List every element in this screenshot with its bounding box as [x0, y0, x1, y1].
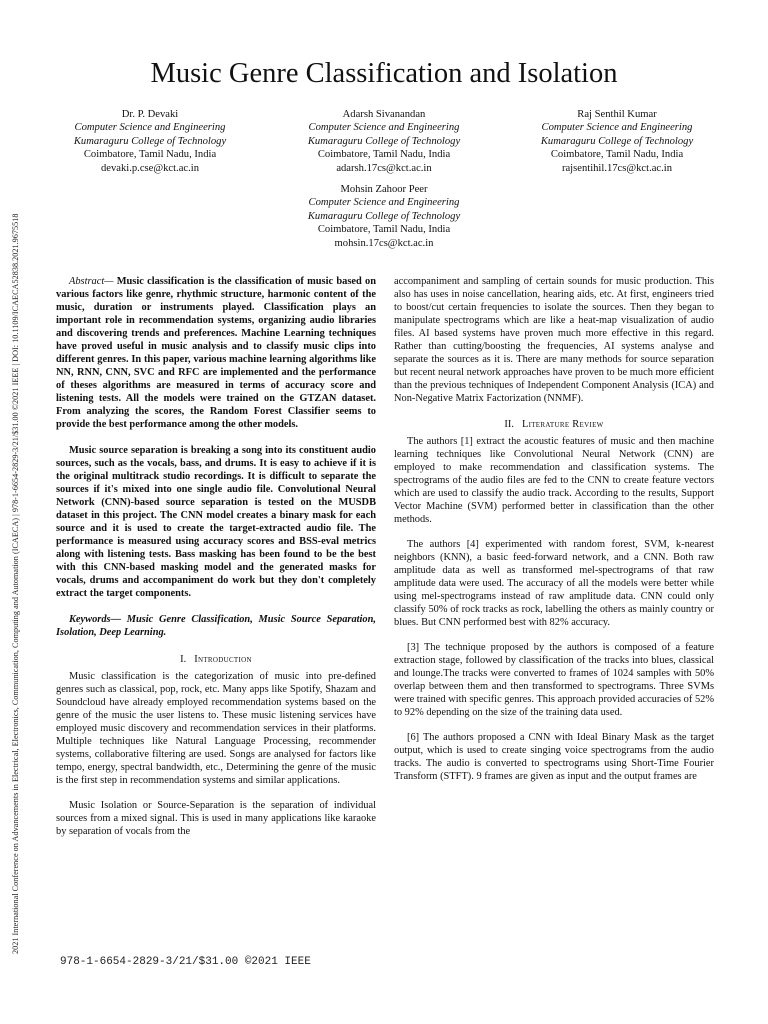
- abstract-label: Abstract—: [69, 276, 114, 287]
- author-block: [40, 108, 260, 175]
- keywords-label: Keywords—: [69, 614, 121, 625]
- intro-paragraph-2: Music Isolation or Source-Separation is the separation of individual sources from a mixed signal. This is used in many applications like karaoke by separation of vocals from the: [56, 800, 376, 837]
- author-address: Coimbatore, Tamil Nadu, India: [550, 149, 684, 161]
- abstract-text: Music classification is the classification of music based on various factors like genre, rhythmic structure, harmonic content of the music, duration or instruments played. Classification plays an important role in recommendation systems, organizing audio libraries and discovering trends and preferences. Machine Learning techniques have proved useful in music analysis and to classify music clips into different genres. In this paper, various machine learning algorithms like NN, RNN, CNN, SVC and RFC are implemented and the performance of theses algorithms are measured in terms of accuracy score and listening tests. All the models were trained on the GTZAN dataset. From analyzing the scores, the Random Forest Classifier seems to provide the best performance among the other models.: [56, 276, 376, 430]
- author-address: Coimbatore, Tamil Nadu, India: [83, 149, 217, 161]
- author-dept: Computer Science and Engineering: [74, 122, 226, 134]
- section-number: I.: [180, 654, 187, 665]
- author-college: Kumaraguru College of Technology: [540, 135, 694, 147]
- section-title: Introduction: [194, 654, 252, 665]
- abstract-paragraph: [56, 275, 376, 431]
- lit-paragraph-4: [6] The authors proposed a CNN with Ideal Binary Mask as the target output, which is used to create singing voice spectrograms from the audio tracks. The audio is converted to spectrograms using Short-Time Fourier Transform (STFT). 9 frames are given as input and the output frames are: [394, 732, 714, 782]
- keywords-paragraph: [56, 613, 376, 639]
- author-dept: Computer Science and Engineering: [308, 197, 460, 209]
- section-title: Literature Review: [521, 419, 604, 430]
- author-email: adarsh.17cs@kct.ac.in: [336, 162, 432, 174]
- author-block: [274, 108, 494, 175]
- lit-paragraph-2: The authors [4] experimented with random forest, SVM, k-nearest neighbors (KNN), a basic feed-forward network, and a CNN. Both raw amplitude data as well as transformed mel-spectrograms of that raw amplitude data were used. The accuracy of all the models were better while using mel-spectrograms instead of raw amplitude data. CNN could only classify 50% of rock tracks as rock, labelling the others as mainly country or blues. But CNN performed best with 82% accuracy.: [394, 539, 714, 628]
- footer-copyright: 978-1-6654-2829-3/21/$31.00 ©2021 IEEE: [60, 956, 311, 968]
- paper-title: Music Genre Classification and Isolation: [150, 58, 618, 89]
- author-name: Mohsin Zahoor Peer: [340, 184, 428, 195]
- author-college: Kumaraguru College of Technology: [307, 135, 461, 147]
- author-block: [507, 108, 727, 175]
- author-email: devaki.p.cse@kct.ac.in: [101, 162, 199, 174]
- author-email: mohsin.17cs@kct.ac.in: [334, 237, 434, 249]
- right-column: [394, 275, 714, 783]
- lit-paragraph-3: [3] The technique proposed by the authors is composed of a feature extraction stage, followed by classification of the tracks into blues, classical and lounge.The tracks were converted to frames of 1024 samples with 50% overlap between them and then transformed to spectrograms. Three SVMs were trained with specific genres. This approach provided accuracies of 52% to 92% depending on the size of the training data used.: [394, 642, 714, 718]
- author-dept: Computer Science and Engineering: [308, 122, 460, 134]
- lit-paragraph-1: The authors [1] extract the acoustic features of music and then machine learning techniques like Convolutional Neural Network (CNN) are employed to make recommendation and classification systems. The spectrograms of the audio files are fed to the CNN to create feature vectors which are used to classify the audio track. According to the results, Support Vector Machine (SVM) performed better in classification than the other methods.: [394, 436, 714, 525]
- author-name: Dr. P. Devaki: [121, 109, 179, 120]
- author-address: Coimbatore, Tamil Nadu, India: [317, 149, 451, 161]
- author-email: rajsentihil.17cs@kct.ac.in: [561, 162, 673, 174]
- intro-paragraph-1: Music classification is the categorization of music into pre-defined genres such as classical, pop, rock, etc. Many apps like Spotify, Shazam and Soundcloud have already employed recommendation systems based on the genre of the music the user listens to. These music listening services have employed music discovery and recommendation services in their platforms. Multiple techniques like Natural Language Processing, recommender systems, collaborative filtering are used. Songs are analysed for factors like tempo, energy, spectral bandwidth, etc., Determining the genre of the music is the first step in recommendation systems and similar applications.: [56, 671, 376, 786]
- section-number: II.: [504, 419, 514, 430]
- author-college: Kumaraguru College of Technology: [307, 210, 461, 222]
- section-heading-introduction: [56, 653, 376, 666]
- sidebar-citation: [9, 74, 23, 954]
- keywords-text: Music Genre Classification, Music Source Separation, Isolation, Deep Learning.: [56, 614, 376, 638]
- author-college: Kumaraguru College of Technology: [73, 135, 227, 147]
- intro-continuation: accompaniment and sampling of certain sounds for music production. This also has uses in noise cancellation, hearing aids, etc. At first, engineers tried to boost/cut certain frequencies to isolate the sources. Then they began to manipulate spectrograms which are like a heat-map visualization of audio files. AI based systems have proven much more effective in this regard. Rather than cutting/boosting the frequencies, AI systems analyse and separate the sources as it is. There are many methods for source separation but recent neural network approaches have proven to be much more efficient than the previous techniques of Independent Component Analysis (ICA) and Non-Negative Matrix Factorization (NNMF).: [394, 276, 714, 404]
- section-heading-literature-review: [394, 418, 714, 431]
- author-dept: Computer Science and Engineering: [541, 122, 693, 134]
- abstract-paragraph-2: Music source separation is breaking a song into its constituent audio sources, such as the vocals, bass, and drums. It is easy to achieve if it is the original multitrack studio recordings. It is difficult to separate the sources if it's mixed into one single audio file. Convolutional Neural Network (CNN)-based source separation is tested on the MUSDB dataset in this project. The CNN model creates a binary mask for each source and it is used to create the target-extracted audio file. The performance is measured using accuracy scores and BSS-eval metrics along with listening tests. Bass masking has been found to be the best with this CNN-based masking model and the generated masks for vocals, drums and accompaniment do work but they don't completely extract the target components.: [56, 445, 376, 599]
- author-address: Coimbatore, Tamil Nadu, India: [317, 224, 451, 236]
- left-column: [56, 275, 376, 838]
- author-name: Raj Senthil Kumar: [577, 109, 657, 120]
- author-name: Adarsh Sivanandan: [342, 109, 426, 120]
- author-block: [274, 183, 494, 250]
- sidebar-citation-text: 2021 International Conference on Advancements in Electrical, Electronics, Communication, Computing and Automation (ICAECA) | 978-1-6654-2829-3/21/$31.00 ©2021 IEEE | DOI: 10.1109/ICAECA52838.2021.9675518: [11, 213, 20, 954]
